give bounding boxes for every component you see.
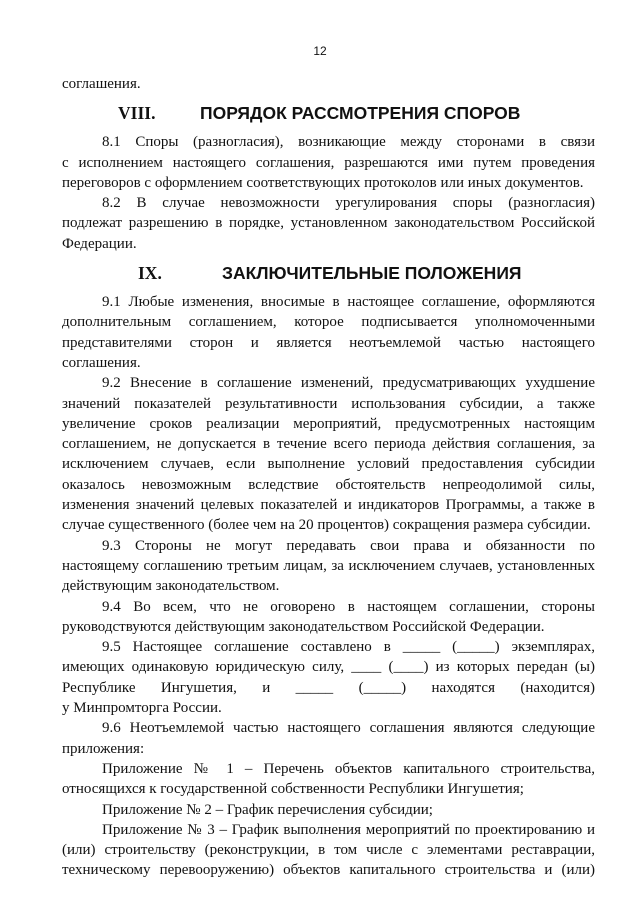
text-line: 9.3 Стороны не могут передавать свои права и обязанности по <box>102 537 595 554</box>
text-line: подлежат разрешению в порядке, установленном законодательством Российской <box>62 215 595 232</box>
text-line: представителями сторон и является неотъемлемой частью настоящего <box>62 334 595 351</box>
text-line: соглашением, не допускается в течение всего периода действия соглашения, за <box>62 436 595 453</box>
text-line: 8.1 Споры (разногласия), возникающие между сторонами в связи <box>102 134 595 151</box>
text-line: имеющих одинаковую юридическую силу, ____ (____) из которых передан (ы) <box>62 659 595 676</box>
text-line: 9.5 Настоящее соглашение составлено в _____ (_____) экземплярах, <box>102 639 595 656</box>
section-heading-8 <box>62 94 595 132</box>
text-line: исключением случаев, если выполнение условий предоставления субсидии <box>62 456 595 473</box>
text-line: случае существенного (более чем на 20 процентов) сокращения размера субсидии. <box>62 517 591 534</box>
text-line: у Минпромторга России. <box>62 700 222 717</box>
section-heading-9 <box>62 254 595 292</box>
text-line: 9.1 Любые изменения, вносимые в настоящее соглашение, оформляются <box>102 294 595 311</box>
text-line: изменения значений целевых показателей и индикаторов Программы, а также в <box>62 497 595 514</box>
text-line: Федерации. <box>62 235 137 252</box>
text-line: 9.6 Неотъемлемой частью настоящего соглашения являются следующие <box>102 720 595 737</box>
text-line: с исполнением настоящего соглашения, разрешаются ими путем проведения <box>62 154 595 171</box>
text-line: переговоров с оформлением соответствующих протоколов или иных документов. <box>62 174 584 191</box>
text-line: соглашения. <box>62 354 141 371</box>
text-line: техническому перевооружению) объектов капитального строительства и (или) <box>62 862 595 879</box>
text-line: (или) строительству (реконструкции, в том числе с элементами реставрации, <box>62 842 595 859</box>
page-number: 12 <box>313 44 327 58</box>
text-line: Приложение № 3 – График выполнения мероприятий по проектированию и <box>102 821 595 838</box>
text-line: действующим законодательством. <box>62 578 280 595</box>
document-body <box>62 74 595 881</box>
section-title: ЗАКЛЮЧИТЕЛЬНЫЕ ПОЛОЖЕНИЯ <box>222 263 522 284</box>
section-number: VIII. <box>118 103 156 124</box>
text-line: Приложение № 2 – График перечисления субсидии; <box>102 801 433 818</box>
text-line: руководствуются действующим законодательством Российской Федерации. <box>62 618 545 635</box>
text-line: увеличение сроков реализации мероприятий, предусмотренных настоящим <box>62 415 595 432</box>
text-line: 9.4 Во всем, что не оговорено в настоящем соглашении, стороны <box>102 598 595 615</box>
text-line: приложения: <box>62 740 145 757</box>
text-line: дополнительным соглашением, которое подписывается уполномоченными <box>62 314 595 331</box>
text-line: Приложение № 1 – Перечень объектов капитального строительства, <box>102 760 595 777</box>
section-title: ПОРЯДОК РАССМОТРЕНИЯ СПОРОВ <box>200 103 521 124</box>
section-number: IX. <box>138 263 162 284</box>
text-line: относящихся к государственной собственности Республики Ингушетия; <box>62 781 524 798</box>
text-line: 8.2 В случае невозможности урегулирования споры (разногласия) <box>102 195 595 212</box>
text-line: соглашения. <box>62 76 141 92</box>
text-line: Республике Ингушетия, и _____ (_____) находятся (находится) <box>62 679 595 696</box>
text-line: настоящему соглашению третьим лицам, за исключением случаев, установленных <box>62 557 595 574</box>
text-line: оказалось невозможным вследствие обстоятельств непреодолимой силы, <box>62 476 595 493</box>
text-line: 9.2 Внесение в соглашение изменений, предусматривающих ухудшение <box>102 375 595 392</box>
text-line: значений показателей результативности использования субсидии, а также <box>62 395 595 412</box>
